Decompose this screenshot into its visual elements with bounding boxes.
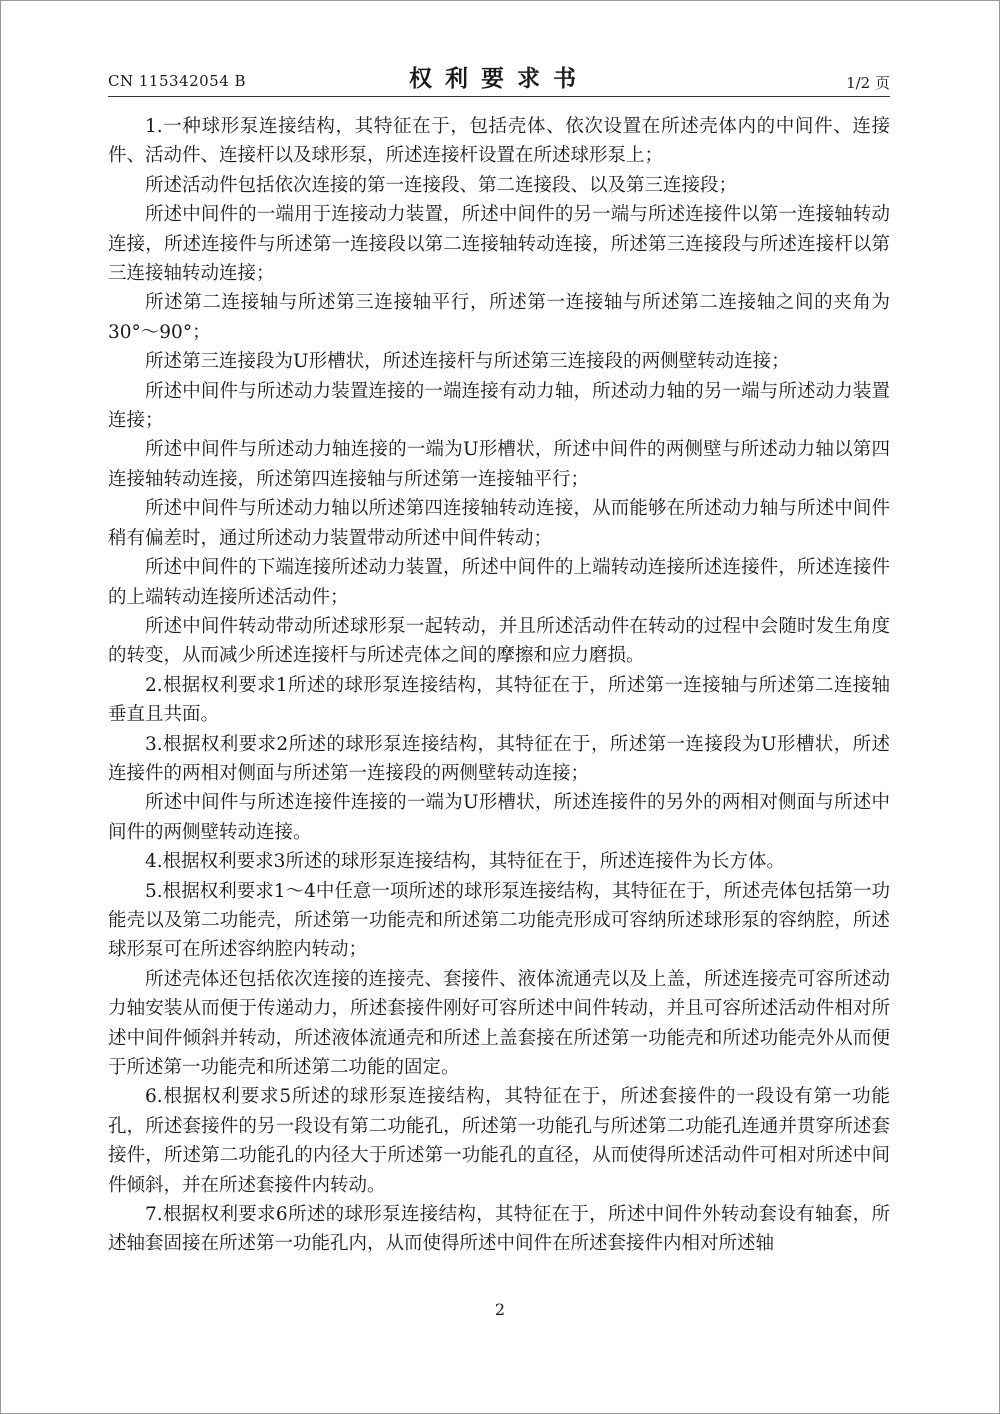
claim-paragraph: 所述中间件的一端用于连接动力装置，所述中间件的另一端与所述连接件以第一连接轴转动连接，所述连接件与所述第一连接段以第二连接轴转动连接，所述第三连接段与所述连接杆以第三连接轴转动连接； (108, 204, 890, 285)
claim-paragraph: 2.根据权利要求1所述的球形泵连接结构，其特征在于，所述第一连接轴与所述第二连接轴垂直且共面。 (108, 674, 890, 726)
claim-paragraph: 所述中间件与所述动力装置连接的一端连接有动力轴，所述动力轴的另一端与所述动力装置连接； (108, 380, 890, 432)
page-number: 2 (494, 1300, 506, 1319)
claim-paragraph: 所述壳体还包括依次连接的连接壳、套接件、液体流通壳以及上盖，所述连接壳可容所述动力轴安装从而便于传递动力，所述套接件刚好可容所述中间件转动，并且可容所述活动件相对所述中间件倾斜并转动，所述液体流通壳和所述上盖套接在所述第一功能壳和所述功能壳外从而便于所述第一功能壳和所述第二功能的固定。 (108, 968, 890, 1078)
claim-paragraph: 5.根据权利要求1～4中任意一项所述的球形泵连接结构，其特征在于，所述壳体包括第一功能壳以及第二功能壳，所述第一功能壳和所述第二功能壳形成可容纳所述球形泵的容纳腔，所述球形泵可在所述容纳腔内转动； (108, 880, 890, 961)
claim-paragraph: 1.一种球形泵连接结构，其特征在于，包括壳体、依次设置在所述壳体内的中间件、连接件、活动件、连接杆以及球形泵，所述连接杆设置在所述球形泵上； (108, 116, 890, 167)
patent-number: CN 115342054 B (108, 72, 247, 90)
claim-paragraph: 4.根据权利要求3所述的球形泵连接结构，其特征在于，所述连接件为长方体。 (145, 851, 785, 873)
claim-paragraph: 所述中间件与所述动力轴连接的一端为U形槽状，所述中间件的两侧壁与所述动力轴以第四连接轴转动连接，所述第四连接轴与所述第一连接轴平行； (108, 439, 890, 490)
claim-paragraph: 6.根据权利要求5所述的球形泵连接结构，其特征在于，所述套接件的一段设有第一功能孔，所述套接件的另一段设有第二功能孔，所述第一功能孔与所述第二功能孔连通并贯穿所述套接件，所述第二功能孔的内径大于所述第一功能孔的直径，从而使得所述活动件可相对所述中间件倾斜，并在所述套接件内转动。 (108, 1086, 890, 1196)
claim-paragraph: 所述第二连接轴与所述第三连接轴平行，所述第一连接轴与所述第二连接轴之间的夹角为30°～90°； (108, 292, 890, 343)
claims-body (108, 112, 890, 1259)
claim-paragraph: 所述活动件包括依次连接的第一连接段、第二连接段、以及第三连接段； (145, 174, 738, 196)
header-divider (108, 96, 890, 97)
claim-paragraph: 7.根据权利要求6所述的球形泵连接结构，其特征在于，所述中间件外转动套设有轴套，所述轴套固接在所述第一功能孔内，从而使得所述中间件在所述套接件内相对所述轴 (108, 1204, 890, 1255)
page-header (108, 60, 890, 96)
claim-paragraph: 所述中间件转动带动所述球形泵一起转动，并且所述活动件在转动的过程中会随时发生角度的转变，从而减少所述连接杆与所述壳体之间的摩擦和应力磨损。 (108, 615, 890, 667)
page-count: 1/2 页 (846, 74, 890, 92)
claim-paragraph: 所述中间件的下端连接所述动力装置，所述中间件的上端转动连接所述连接件，所述连接件的上端转动连接所述活动件； (108, 557, 890, 608)
claim-paragraph: 3.根据权利要求2所述的球形泵连接结构，其特征在于，所述第一连接段为U形槽状，所述连接件的两相对侧面与所述第一连接段的两侧壁转动连接； (108, 733, 890, 784)
claim-paragraph: 所述第三连接段为U形槽状，所述连接杆与所述第三连接段的两侧壁转动连接； (145, 351, 790, 373)
claim-paragraph: 所述中间件与所述动力轴以所述第四连接轴转动连接，从而能够在所述动力轴与所述中间件稍有偏差时，通过所述动力装置带动所述中间件转动； (108, 498, 890, 549)
page-title: 权利要求书 (409, 65, 589, 92)
claim-paragraph: 所述中间件与所述连接件连接的一端为U形槽状，所述连接件的另外的两相对侧面与所述中间件的两侧壁转动连接。 (108, 792, 890, 843)
